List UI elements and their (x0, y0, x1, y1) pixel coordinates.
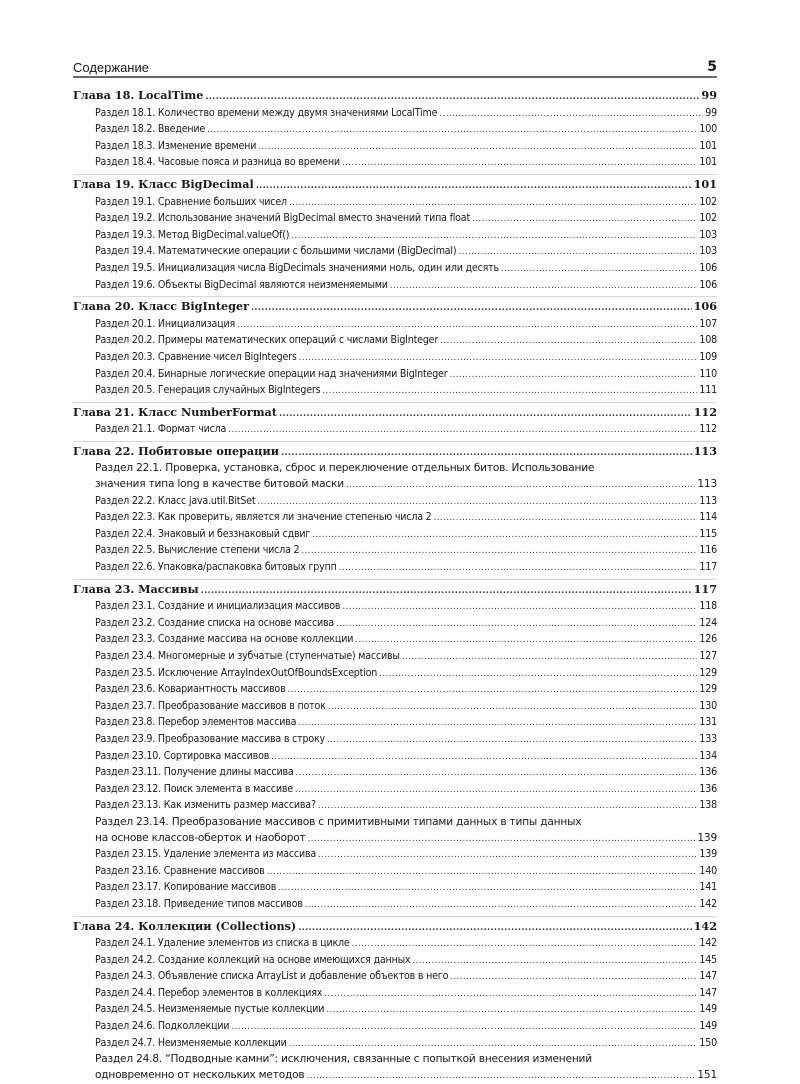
dot-leader (379, 666, 697, 683)
dot-leader (336, 616, 697, 633)
section-entry[interactable] (73, 244, 717, 261)
section-entry[interactable] (73, 510, 717, 527)
section-entry-title: Раздел 22.4. Знаковый и беззнаковый сдвиг (95, 527, 310, 543)
chapter-entry[interactable] (73, 582, 717, 600)
chapter-entry-page: 113 (694, 444, 717, 460)
section-entry-page: 99 (705, 106, 717, 122)
section-entry-page: 130 (699, 699, 717, 715)
section-entry-title: Раздел 24.6. Подколлекции (95, 1019, 229, 1035)
section-entry-title: Раздел 23.5. Исключение ArrayIndexOutOfBoundsException (95, 666, 377, 682)
section-entry[interactable] (73, 211, 717, 228)
section-entry-title: Раздел 23.9. Преобразование массива в строку (95, 732, 325, 748)
section-entry-title-continued: одновременно от нескольких методов (95, 1068, 304, 1084)
section-entry-page: 100 (699, 122, 717, 138)
dot-leader (256, 177, 692, 195)
section-entry-title: Раздел 18.2. Введение (95, 122, 205, 138)
dot-leader (289, 195, 698, 212)
section-entry[interactable] (73, 880, 717, 897)
chapter-entry-title: Глава 20. Класс BigInteger (73, 299, 249, 315)
section-entry-page: 101 (699, 155, 717, 171)
section-entry-title: Раздел 23.2. Создание списка на основе массива (95, 616, 334, 632)
section-entry[interactable] (73, 864, 717, 881)
section-entry-title: Раздел 23.16. Сравнение массивов (95, 864, 265, 880)
section-entry-page: 108 (699, 333, 717, 349)
dot-leader (449, 367, 697, 384)
dot-leader (289, 1036, 698, 1053)
dot-leader (327, 732, 697, 749)
dot-leader (299, 350, 698, 367)
section-entry-title: Раздел 23.7. Преобразование массивов в поток (95, 699, 326, 715)
dot-leader (328, 699, 698, 716)
section-entry[interactable] (73, 897, 717, 914)
section-entry[interactable] (73, 261, 717, 278)
chapter-entry-page: 99 (701, 88, 717, 104)
section-entry-page: 127 (699, 649, 717, 665)
section-entry-title: Раздел 23.15. Удаление элемента из массива (95, 847, 316, 863)
section-entry-title: Раздел 22.5. Вычисление степени числа 2 (95, 543, 299, 559)
dot-leader (308, 831, 696, 848)
section-entry-title: Раздел 21.1. Формат числа (95, 422, 226, 438)
section-entry-title: Раздел 22.6. Упаковка/распаковка битовых групп (95, 560, 337, 576)
section-entry-page: 141 (699, 880, 717, 896)
dot-leader (295, 782, 698, 799)
section-entry-title: Раздел 18.4. Часовые пояса и разница во времени (95, 155, 340, 171)
section-entry-page: 142 (699, 936, 717, 952)
dot-leader (402, 649, 698, 666)
chapter-entry-title: Глава 22. Побитовые операции (73, 444, 279, 460)
section-entry[interactable] (73, 1019, 717, 1036)
section-entry-page: 101 (699, 139, 717, 155)
dot-leader (342, 155, 697, 172)
dot-leader (472, 211, 697, 228)
dot-leader (231, 1019, 697, 1036)
section-entry-title: Раздел 23.18. Приведение типов массивов (95, 897, 303, 913)
section-entry-page: 151 (697, 1068, 717, 1084)
section-entry-page: 118 (699, 599, 717, 615)
chapter-entry[interactable] (73, 919, 717, 937)
section-entry-title: Раздел 19.1. Сравнение больших чисел (95, 195, 287, 211)
section-entry-title: Раздел 24.3. Объявление списка ArrayList и добавление объектов в него (95, 969, 448, 985)
table-of-contents (73, 88, 717, 1084)
section-entry-title: Раздел 23.14. Преобразование массивов с примитивными типами данных в типы данных (95, 815, 717, 831)
section-entry-title: Раздел 23.12. Поиск элемента в массиве (95, 782, 293, 798)
dot-leader (291, 228, 697, 245)
section-entry-page: 136 (699, 765, 717, 781)
dot-leader (305, 897, 698, 914)
section-entry-title-continued: на основе классов-оберток и наоборот (95, 831, 306, 847)
dot-leader (458, 244, 697, 261)
chapter-entry-title: Глава 24. Коллекции (Collections) (73, 919, 296, 935)
section-entry-page: 139 (697, 831, 717, 847)
section-entry-continuation (95, 477, 717, 494)
section-entry[interactable] (73, 350, 717, 367)
dot-leader (355, 632, 697, 649)
section-entry-page: 124 (699, 616, 717, 632)
section-entry-title: Раздел 23.17. Копирование массивов (95, 880, 276, 896)
section-entry-page: 102 (699, 211, 717, 227)
section-entry[interactable] (73, 422, 717, 439)
dot-leader (296, 765, 698, 782)
dot-leader (207, 122, 697, 139)
section-entry-page: 147 (699, 969, 717, 985)
section-entry-title: Раздел 18.3. Изменение времени (95, 139, 256, 155)
dot-leader (257, 494, 697, 511)
dot-leader (326, 1002, 697, 1019)
section-entry[interactable] (73, 139, 717, 156)
chapter-entry-page: 101 (694, 177, 717, 193)
dot-leader (237, 317, 697, 334)
dot-leader (201, 582, 692, 600)
section-entry[interactable] (73, 699, 717, 716)
section-entry-page: 134 (699, 749, 717, 765)
section-entry-title-continued: значения типа long в качестве битовой маски (95, 477, 344, 493)
section-entry-title: Раздел 23.3. Создание массива на основе коллекции (95, 632, 353, 648)
chapter-entry-page: 142 (694, 919, 717, 935)
dot-leader (228, 422, 697, 439)
section-entry-page: 129 (699, 682, 717, 698)
section-entry-page: 140 (699, 864, 717, 880)
chapter-entry-title: Глава 21. Класс NumberFormat (73, 405, 277, 421)
section-entry-title: Раздел 19.6. Объекты BigDecimal являются неизменяемыми (95, 278, 388, 294)
section-entry-page: 147 (699, 986, 717, 1002)
dot-leader (346, 477, 695, 494)
toc-chapter (73, 402, 717, 439)
section-entry-title: Раздел 23.10. Сортировка массивов (95, 749, 269, 765)
section-entry-title: Раздел 24.8. “Подводные камни”: исключения, связанные с попыткой внесения изменений (95, 1052, 717, 1068)
section-entry-title: Раздел 19.3. Метод BigDecimal.valueOf() (95, 228, 289, 244)
dot-leader (322, 383, 697, 400)
chapter-entry-title: Глава 18. LocalTime (73, 88, 203, 104)
dot-leader (298, 919, 691, 937)
section-entry[interactable] (73, 155, 717, 172)
section-entry-page: 149 (699, 1002, 717, 1018)
dot-leader (306, 1068, 695, 1084)
section-entry-page: 138 (699, 798, 717, 814)
section-entry-page: 112 (699, 422, 717, 438)
dot-leader (278, 880, 697, 897)
section-entry[interactable] (73, 543, 717, 560)
chapter-entry-page: 106 (694, 299, 717, 315)
section-entry-page: 115 (699, 527, 717, 543)
section-entry[interactable] (73, 798, 717, 815)
dot-leader (281, 444, 692, 462)
section-entry-title: Раздел 23.6. Ковариантность массивов (95, 682, 285, 698)
dot-leader (267, 864, 698, 881)
section-entry[interactable] (73, 317, 717, 334)
section-entry-page: 110 (699, 367, 717, 383)
section-entry-title: Раздел 24.7. Неизменяемые коллекции (95, 1036, 287, 1052)
section-entry[interactable] (73, 106, 717, 123)
section-entry-title: Раздел 20.5. Генерация случайных BigIntegers (95, 383, 320, 399)
dot-leader (301, 543, 697, 560)
running-head-title: Содержание (73, 60, 149, 75)
section-entry-title: Раздел 22.2. Класс java.util.BitSet (95, 494, 255, 510)
section-entry-title: Раздел 23.8. Перебор элементов массива (95, 715, 296, 731)
chapter-entry[interactable] (73, 299, 717, 317)
section-entry[interactable] (73, 616, 717, 633)
dot-leader (440, 333, 697, 350)
section-entry-title: Раздел 20.1. Инициализация (95, 317, 235, 333)
dot-leader (251, 299, 692, 317)
section-entry-title: Раздел 20.3. Сравнение чисел BigIntegers (95, 350, 297, 366)
section-entry-page: 117 (699, 560, 717, 576)
chapter-entry[interactable] (73, 405, 717, 423)
dot-leader (312, 527, 697, 544)
section-entry[interactable] (73, 969, 717, 986)
toc-page (73, 58, 717, 1084)
section-entry[interactable] (73, 732, 717, 749)
section-entry-title: Раздел 20.4. Бинарные логические операции над значениями BigInteger (95, 367, 447, 383)
section-entry[interactable] (73, 847, 717, 864)
section-entry-title: Раздел 23.13. Как изменить размер массива? (95, 798, 316, 814)
section-entry-page: 126 (699, 632, 717, 648)
section-entry[interactable] (73, 715, 717, 732)
section-entry[interactable] (73, 383, 717, 400)
dot-leader (298, 715, 697, 732)
dot-leader (352, 936, 698, 953)
section-entry-title: Раздел 18.1. Количество времени между двумя значениями LocalTime (95, 106, 437, 122)
section-entry[interactable] (73, 682, 717, 699)
chapter-entry[interactable] (73, 177, 717, 195)
section-entry-title: Раздел 23.11. Получение длины массива (95, 765, 294, 781)
dot-leader (501, 261, 697, 278)
section-entry-title: Раздел 24.5. Неизменяемые пустые коллекции (95, 1002, 324, 1018)
chapter-entry-page: 112 (694, 405, 717, 421)
section-entry-title: Раздел 19.4. Математические операции с большими числами (BigDecimal) (95, 244, 456, 260)
section-entry-title: Раздел 24.4. Перебор элементов в коллекциях (95, 986, 322, 1002)
section-entry-title: Раздел 20.2. Примеры математических операций с числами BigInteger (95, 333, 438, 349)
section-entry-title: Раздел 23.1. Создание и инициализация массивов (95, 599, 340, 615)
section-entry[interactable] (73, 228, 717, 245)
section-entry-page: 113 (699, 494, 717, 510)
section-entry-title: Раздел 19.2. Использование значений BigDecimal вместо значений типа float (95, 211, 470, 227)
section-entry-page: 106 (699, 278, 717, 294)
section-entry[interactable] (73, 815, 717, 847)
toc-chapter (73, 174, 717, 294)
section-entry-page: 150 (699, 1036, 717, 1052)
section-entry-page: 107 (699, 317, 717, 333)
dot-leader (318, 847, 697, 864)
chapter-entry[interactable] (73, 88, 717, 106)
chapter-entry-title: Глава 23. Массивы (73, 582, 199, 598)
section-entry[interactable] (73, 461, 717, 493)
toc-chapter (73, 88, 717, 172)
dot-leader (258, 139, 697, 156)
section-entry[interactable] (73, 782, 717, 799)
dot-leader (412, 953, 697, 970)
section-entry-page: 133 (699, 732, 717, 748)
section-entry-page: 116 (699, 543, 717, 559)
section-entry[interactable] (73, 560, 717, 577)
toc-chapter (73, 441, 717, 577)
section-entry[interactable] (73, 367, 717, 384)
section-entry-title: Раздел 22.3. Как проверить, является ли значение степенью числа 2 (95, 510, 432, 526)
section-entry[interactable] (73, 953, 717, 970)
section-entry-page: 145 (699, 953, 717, 969)
section-entry-title: Раздел 22.1. Проверка, установка, сброс и переключение отдельных битов. Использование (95, 461, 717, 477)
toc-chapter (73, 296, 717, 400)
chapter-entry-title: Глава 19. Класс BigDecimal (73, 177, 254, 193)
section-entry[interactable] (73, 333, 717, 350)
section-entry[interactable] (73, 666, 717, 683)
chapter-entry-page: 117 (694, 582, 717, 598)
toc-chapter (73, 579, 717, 914)
section-entry[interactable] (73, 649, 717, 666)
section-entry-title: Раздел 23.4. Многомерные и зубчатые (ступенчатые) массивы (95, 649, 400, 665)
running-head (73, 58, 717, 78)
section-entry-continuation (95, 1068, 717, 1084)
section-entry[interactable] (73, 527, 717, 544)
dot-leader (339, 560, 698, 577)
dot-leader (342, 599, 697, 616)
section-entry-page: 136 (699, 782, 717, 798)
section-entry-page: 142 (699, 897, 717, 913)
chapter-entry[interactable] (73, 444, 717, 462)
section-entry-continuation (95, 831, 717, 848)
section-entry[interactable] (73, 122, 717, 139)
dot-leader (318, 798, 698, 815)
section-entry-title: Раздел 24.2. Создание коллекций на основе имеющихся данных (95, 953, 410, 969)
section-entry[interactable] (73, 278, 717, 295)
section-entry-page: 103 (699, 244, 717, 260)
section-entry-page: 114 (699, 510, 717, 526)
dot-leader (205, 88, 699, 106)
section-entry-page: 113 (697, 477, 717, 493)
section-entry[interactable] (73, 632, 717, 649)
section-entry-page: 106 (699, 261, 717, 277)
section-entry[interactable] (73, 765, 717, 782)
section-entry-page: 131 (699, 715, 717, 731)
section-entry[interactable] (73, 749, 717, 766)
page-number: 5 (707, 59, 717, 75)
dot-leader (439, 106, 703, 123)
section-entry[interactable] (73, 599, 717, 616)
section-entry-page: 103 (699, 228, 717, 244)
section-entry-title: Раздел 24.1. Удаление элементов из списка в цикле (95, 936, 350, 952)
dot-leader (279, 405, 692, 423)
dot-leader (390, 278, 698, 295)
section-entry[interactable] (73, 1002, 717, 1019)
section-entry-page: 102 (699, 195, 717, 211)
section-entry[interactable] (73, 1036, 717, 1053)
section-entry[interactable] (73, 1052, 717, 1084)
section-entry[interactable] (73, 936, 717, 953)
dot-leader (450, 969, 697, 986)
section-entry[interactable] (73, 195, 717, 212)
section-entry-page: 129 (699, 666, 717, 682)
section-entry-page: 111 (699, 383, 717, 399)
section-entry-page: 109 (699, 350, 717, 366)
section-entry-page: 139 (699, 847, 717, 863)
dot-leader (271, 749, 697, 766)
section-entry[interactable] (73, 494, 717, 511)
dot-leader (287, 682, 697, 699)
dot-leader (434, 510, 698, 527)
section-entry-title: Раздел 19.5. Инициализация числа BigDecimals значениями ноль, один или десять (95, 261, 499, 277)
section-entry-page: 149 (699, 1019, 717, 1035)
